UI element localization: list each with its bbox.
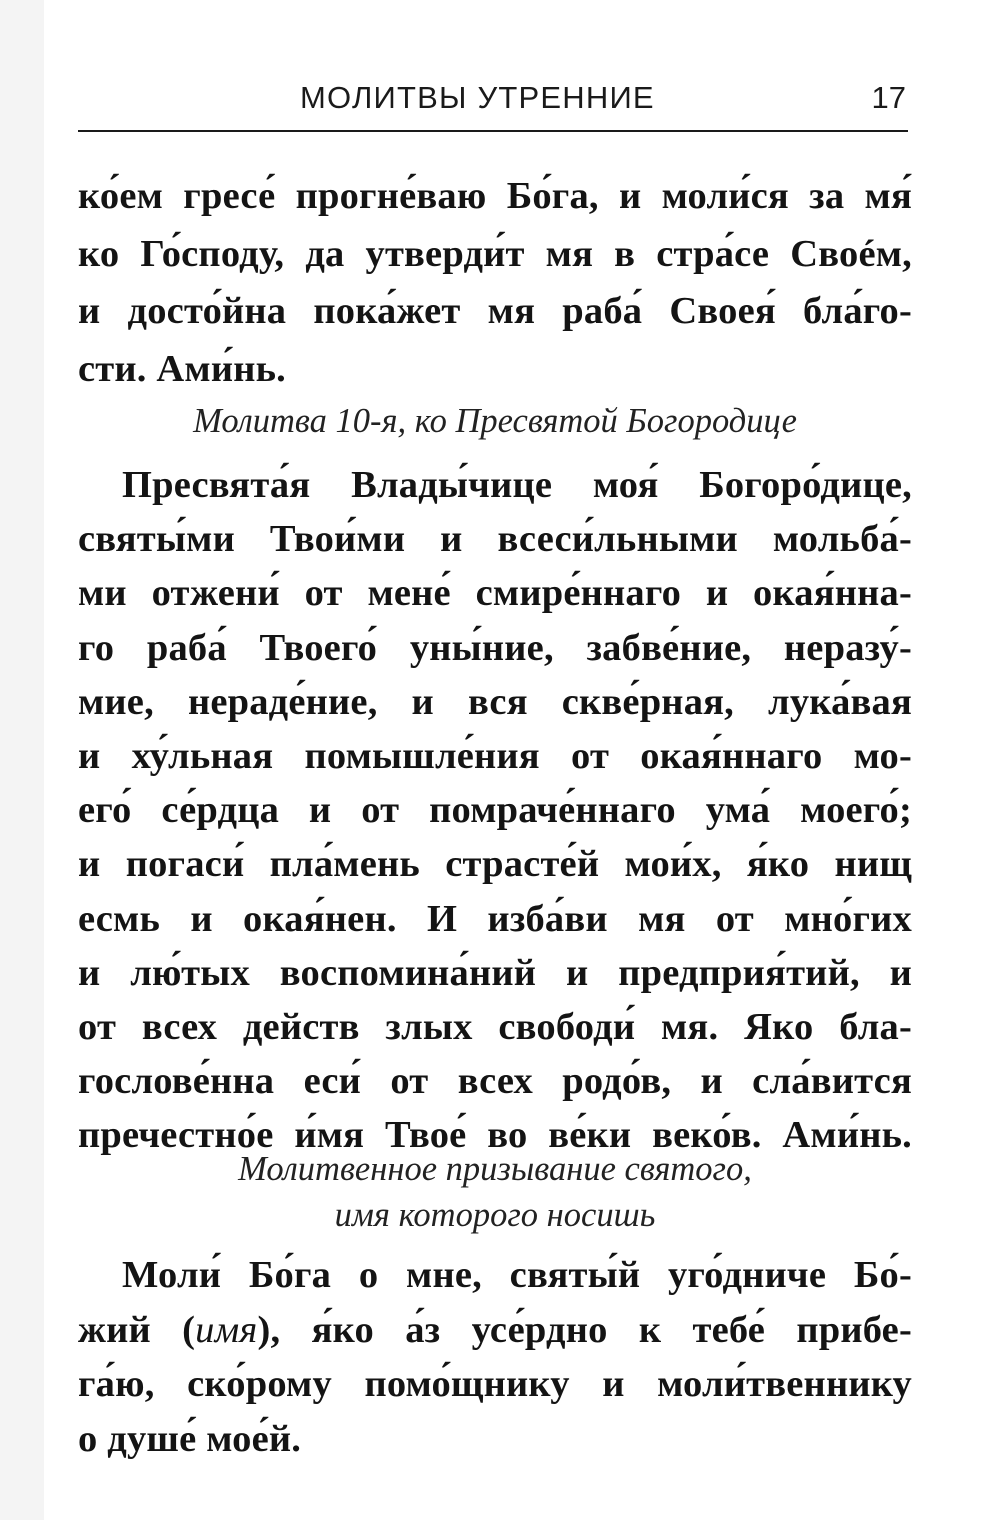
- text-line: ми отжени́ от мене́ смире́ннаго и окая́нна-: [78, 572, 912, 615]
- page-gutter-shadow: [0, 0, 44, 1520]
- heading-line: Молитва 10-я, ко Пресвятой Богородице: [193, 402, 797, 440]
- text-fragment: ), я́ко а́з усе́рдно к тебе́ прибе-: [257, 1308, 912, 1351]
- text-line: есмь и окая́нен. И изба́ви мя от мно́гих: [78, 897, 912, 940]
- text-line: го раба́ Твоего́ уны́ние, забве́ние, неразу́-: [78, 626, 912, 669]
- text-line: святы́ми Твои́ми и всеси́льными мольба́-: [78, 518, 912, 561]
- saint-invocation-paragraph: [78, 1248, 912, 1466]
- running-header-title: МОЛИТВЫ УТРЕННИЕ: [300, 80, 655, 115]
- text-line: [78, 1303, 912, 1358]
- text-line: сти. Ами́нь.: [78, 347, 287, 390]
- text-line: от всех действ злых свободи́ мя. Яко бла-: [78, 1006, 912, 1049]
- text-line: о душе́ мое́й.: [78, 1417, 302, 1460]
- text-line: и досто́йна пока́жет мя раба́ Своея́ бла́го-: [78, 290, 912, 332]
- running-header: [78, 76, 910, 126]
- heading-line: имя которого носишь: [334, 1196, 656, 1234]
- header-rule: [78, 130, 908, 132]
- text-line: ко Го́споду, да утверди́т мя в стра́се Своéм,: [78, 232, 912, 275]
- text-fragment: жий (: [78, 1308, 196, 1351]
- prayer-10-heading: [78, 398, 912, 444]
- text-line: и погаси́ пла́мень страсте́й мои́х, я́ко нищ: [78, 843, 912, 886]
- text-line: гослове́нна еси́ от всех родо́в, и сла́вится: [78, 1060, 912, 1103]
- text-line: Пресвята́я Влады́чице моя́ Богоро́дице,: [122, 464, 912, 506]
- saint-name-placeholder: имя: [195, 1308, 258, 1351]
- text-line: мие, нераде́ние, и вся скве́рная, лука́вая: [78, 680, 912, 723]
- text-line: его́ се́рдца и от помраче́ннаго ума́ моего́;: [78, 789, 912, 832]
- page-number: 17: [871, 80, 906, 115]
- text-line: и ху́льная помышле́ния от окая́ннаго мо-: [78, 735, 912, 778]
- text-line: и лю́тых воспомина́ний и предприя́тий, и: [78, 951, 912, 994]
- prayer-ending-paragraph: [78, 168, 912, 398]
- saint-invocation-heading: [78, 1146, 912, 1238]
- heading-line: Молитвенное призывание святого,: [238, 1150, 752, 1188]
- text-line: Моли́ Бо́га о мне, святы́й уго́дниче Бо́-: [122, 1254, 912, 1296]
- prayer-10-paragraph: [78, 458, 912, 1163]
- text-line: га́ю, ско́рому помо́щнику и моли́твеннику: [78, 1363, 912, 1405]
- text-line: ко́ем гресе́ прогне́ваю Бо́га, и моли́ся за мя́: [78, 175, 912, 217]
- text-line: пречестно́е и́мя Твое́ во ве́ки веко́в. Ами́нь.: [78, 1114, 912, 1157]
